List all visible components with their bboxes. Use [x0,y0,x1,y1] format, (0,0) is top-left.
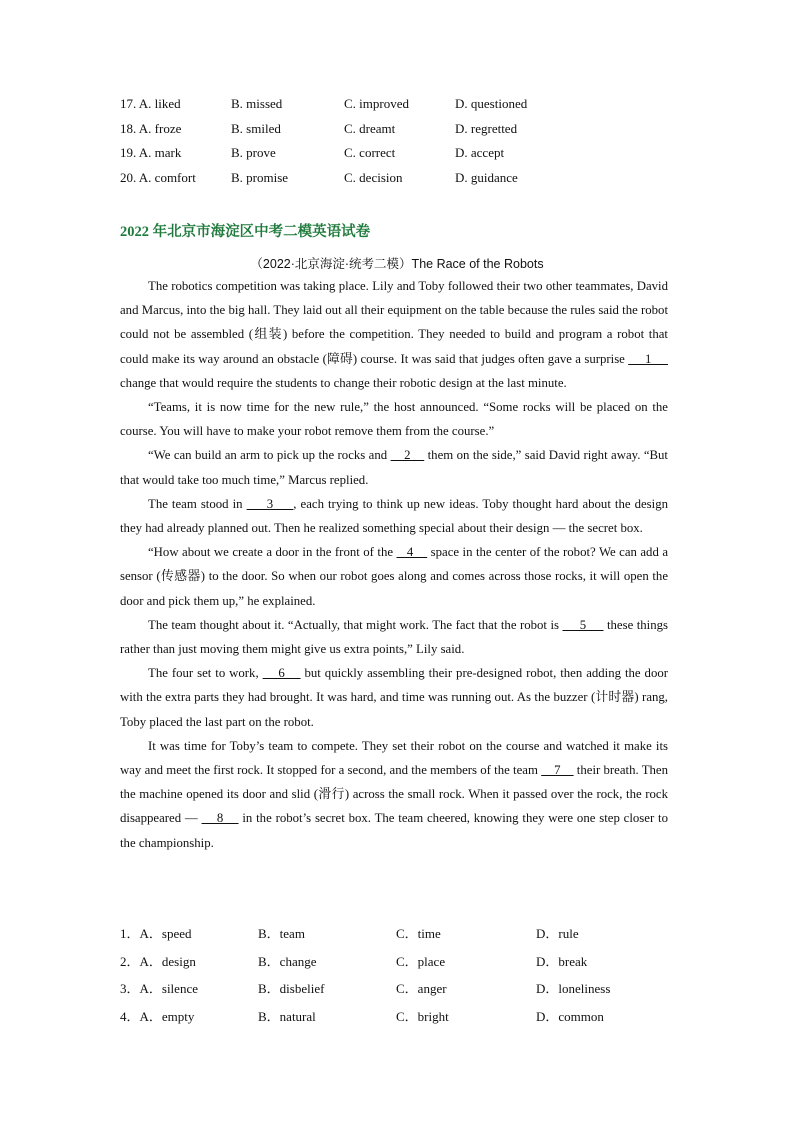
answer-blank: 2 [390,448,425,463]
option-b: B．disbelief [258,981,325,997]
option-a: 17. A. liked [120,96,181,112]
option-d: D. regretted [455,120,518,136]
passage-paragraph [120,395,668,443]
option-c: C. improved [344,96,409,112]
passage-body [120,274,668,855]
question-options-table [120,919,636,1029]
passage-text: “How about we create a door in the front of the [148,545,397,560]
answer-blank: 1 [628,351,668,366]
option-a: 3．A．silence [120,981,198,997]
passage-text: The team thought about it. “Actually, that might work. The fact that the robot is [148,617,563,632]
option-b: B．change [258,953,317,969]
option-d: D．loneliness [536,981,611,997]
option-b: B. prove [231,145,276,161]
passage-text: The team stood in [148,496,247,511]
passage-paragraph [120,443,668,491]
passage-paragraph [120,661,668,734]
answer-blank: 6 [262,666,301,681]
passage-text: these things rather than just moving them might give us extra points,” Lily said. [120,617,669,657]
passage-paragraph [120,613,668,661]
answer-blank: 4 [396,545,428,560]
option-b: B．natural [258,1008,316,1024]
previous-option-row [120,92,555,117]
passage-text: change that would require the students to change their robotic design at the last minute. [120,375,567,390]
previous-option-row [120,117,555,142]
option-b: B. smiled [231,120,281,136]
option-c: C．time [396,926,441,942]
passage-text: in the robot’s secret box. The team cheered, knowing they were one step closer to the championship. [120,811,668,850]
previous-option-row [120,166,555,191]
passage-text: them on the side,” said David right away. “But that would take too much time,” Marcus replied. [120,448,668,487]
passage-text: , each trying to think up new ideas. Toby thought hard about the design they had already planned out. Then he realized something special about their design — the secret box. [120,496,668,536]
passage-paragraph [120,734,668,855]
option-b: B. promise [231,169,289,185]
passage-text: “We can build an arm to pick up the rocks and [148,448,391,463]
option-c: C. dreamt [344,120,396,136]
passage-source: （2022·北京海淀·统考二模）The Race of the Robots [250,257,544,271]
answer-blank: 5 [562,617,604,632]
option-a: 18. A. froze [120,120,182,136]
passage-text: The robotics competition was taking place. Lily and Toby followed their two other teammates, David and Marcus, into the big hall. They laid out all their equipment on the table because the rules said the robot could not be assembled (组装) before the competition. They needed to build and program a robot that could make its way around an obstacle (障碍) course. It was said that judges often gave a surprise [120,279,668,366]
previous-option-row [120,141,555,166]
option-d: D．common [536,1008,604,1024]
answer-blank: 3 [246,496,294,511]
question-option-row [120,974,636,1002]
option-c: C. decision [344,169,403,185]
passage-paragraph [120,274,668,395]
option-c: C．place [396,953,446,969]
option-a: 19. A. mark [120,145,182,161]
answer-blank: 7 [541,763,574,778]
passage-text: their breath. Then the machine opened its door and slid (滑行) across the small rock. When it passed over the rock, the rock disappeared — [120,763,668,826]
passage-paragraph [120,492,668,540]
passage-text: “Teams, it is now time for the new rule,” the host announced. “Some rocks will be placed on the course. You will have to make your robot remove them from the course.” [120,400,668,439]
option-a: 1．A．speed [120,926,192,942]
option-c: C．bright [396,1008,449,1024]
section-title: 2022 年北京市海淀区中考二模英语试卷 [120,224,371,240]
answer-blank: 8 [201,811,239,826]
option-c: C．anger [396,981,447,997]
passage-text: but quickly assembling their pre-designed robot, then adding the door with the extra parts they had brought. It was hard, and time was running out. As the buzzer (计时器) rang, Toby placed the last part on the robot. [120,666,669,729]
option-d: D．rule [536,926,579,942]
option-c: C. correct [344,145,396,161]
question-option-row [120,919,636,947]
passage-text: It was time for Toby’s team to compete. They set their robot on the course and watched it make its way and meet the first rock. It stopped for a second, and the members of the team [120,738,668,778]
option-b: B. missed [231,96,283,112]
option-a: 4．A．empty [120,1008,195,1024]
question-option-row [120,947,636,975]
option-a: 20. A. comfort [120,169,196,185]
option-d: D．break [536,953,588,969]
option-a: 2．A．design [120,953,196,969]
option-d: D. accept [455,145,505,161]
option-d: D. questioned [455,96,528,112]
option-d: D. guidance [455,169,518,185]
passage-paragraph [120,540,668,613]
option-b: B．team [258,926,305,942]
question-option-row [120,1002,636,1030]
passage-text: The four set to work, [148,666,263,681]
passage-text: space in the center of the robot? We can add a sensor (传感器) to the door. So when our robot goes along and comes across those rocks, it will open the door and pick them up,” he explained. [120,545,668,608]
previous-options-table [120,92,555,190]
